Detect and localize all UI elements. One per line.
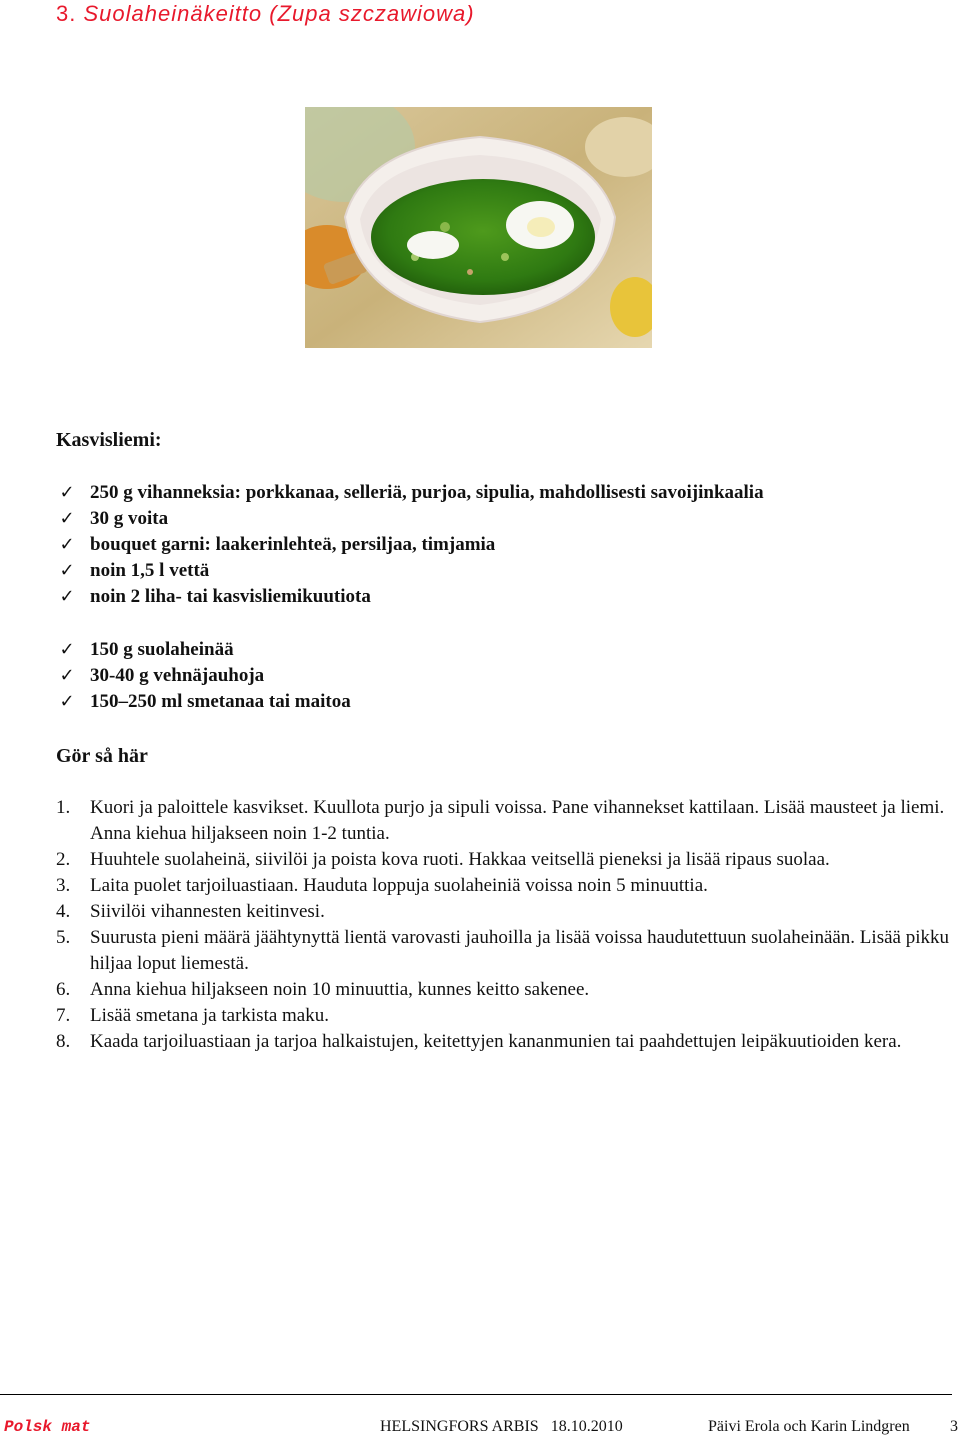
list-item: 2. Huuhtele suolaheinä, siivilöi ja poista kova ruoti. Hakkaa veitsellä pieneksi ja lisää ripaus suolaa.	[56, 849, 830, 870]
method-steps	[56, 795, 952, 1055]
checkmark-icon: ✓	[59, 691, 75, 712]
checkmark-icon: ✓	[59, 508, 75, 529]
checkmark-icon: ✓	[59, 560, 75, 581]
recipe-name: Suolaheinäkeitto	[83, 1, 263, 26]
ingredients-heading: Kasvisliemi:	[56, 429, 162, 451]
page-footer	[0, 1418, 960, 1440]
list-item: 6. Anna kiehua hiljakseen noin 10 minuuttia, kunnes keitto sakenee.	[56, 979, 590, 1000]
page-number: 3	[950, 1418, 958, 1435]
footer-divider	[0, 1394, 952, 1395]
recipe-number: 3.	[56, 1, 77, 26]
list-item: 4. Siivilöi vihannesten keitinvesi.	[56, 901, 325, 922]
recipe-page: 3. Suolaheinäkeitto (Zupa szczawiowa) Kasvisliemi: ✓ 250 g vihanneksia: porkkanaa, selleriä, purjoa, sipulia, mahdollisesti savoijinkaalia ✓ 30 g voita ✓ bouquet garni: laakerinlehteä, persiljaa, timjamia ✓ noin 1,5 l vettä ✓ noin 2 liha- tai kasvisliemikuutiota ✓ 150 g suolaheinää ✓ 30-40 g vehnäjauhoja ✓ 150–250 ml smetanaa tai maitoa Gör så här 1. Kuori ja paloittele kasvikset. Kuullota purjo ja sipuli voissa. Pane vihannekset kattilaan. Lisää mausteet ja liemi. Anna kiehua hiljakseen noin 1-2 tuntia. 2. Huuhtele suolaheinä, siivilöi ja poista kova ruoti. Hakkaa veitsellä pieneksi ja lisää ripaus suolaa. 3. Laita puolet tarjoiluastiaan. Hauduta loppuja suolaheiniä voissa noin 5 minuuttia. 4. Siivilöi vihannesten keitinvesi. 5. Suurusta pieni määrä jäähtynyttä lientä varovasti jauhoilla ja lisää voissa haudutettuun suolaheinään. Lisää pikku hiljaa loput liemestä. 6. Anna kiehua hiljakseen noin 10 minuuttia, kunnes keitto sakenee. 7. Lisää smetana ja tarkista maku. 8. Kaada tarjoiluastiaan ja tarjoa halkaistujen, keitettyjen kananmunien tai paahdettujen leipäkuutioiden kera. Polsk mat HELSINGFORS ARBIS 18.10.2010 Päivi Erola och Karin Lindgren 3	[0, 0, 960, 1440]
checkmark-icon: ✓	[59, 586, 75, 607]
soup-photo	[305, 107, 652, 348]
footer-date: 18.10.2010	[550, 1418, 623, 1435]
recipe-subtitle: (Zupa szczawiowa)	[269, 1, 475, 26]
method-heading: Gör så här	[56, 745, 148, 767]
footer-authors: Päivi Erola och Karin Lindgren	[708, 1418, 910, 1435]
list-item: 7. Lisää smetana ja tarkista maku.	[56, 1005, 329, 1026]
list-item: 1. Kuori ja paloittele kasvikset. Kuullota purjo ja sipuli voissa. Pane vihannekset kattilaan. Lisää mausteet ja liemi. Anna kiehua hiljakseen noin 1-2 tuntia.	[56, 797, 945, 844]
checkmark-icon: ✓	[59, 665, 75, 686]
footer-event: HELSINGFORS ARBIS 18.10.2010	[380, 1418, 623, 1435]
list-item: 3. Laita puolet tarjoiluastiaan. Hauduta loppuja suolaheiniä voissa noin 5 minuuttia.	[56, 875, 708, 896]
list-item: 8. Kaada tarjoiluastiaan ja tarjoa halkaistujen, keitettyjen kananmunien tai paahdettujen leipäkuutioiden kera.	[56, 1031, 902, 1052]
soup-bowl-image	[305, 107, 652, 348]
footer-brand: Polsk mat	[4, 1418, 91, 1436]
checkmark-icon: ✓	[59, 639, 75, 660]
recipe-title	[56, 0, 475, 28]
checkmark-icon: ✓	[59, 534, 75, 555]
list-item: 5. Suurusta pieni määrä jäähtynyttä lientä varovasti jauhoilla ja lisää voissa haudutettuun suolaheinään. Lisää pikku hiljaa loput liemestä.	[56, 927, 949, 974]
checkmark-icon: ✓	[59, 482, 75, 503]
